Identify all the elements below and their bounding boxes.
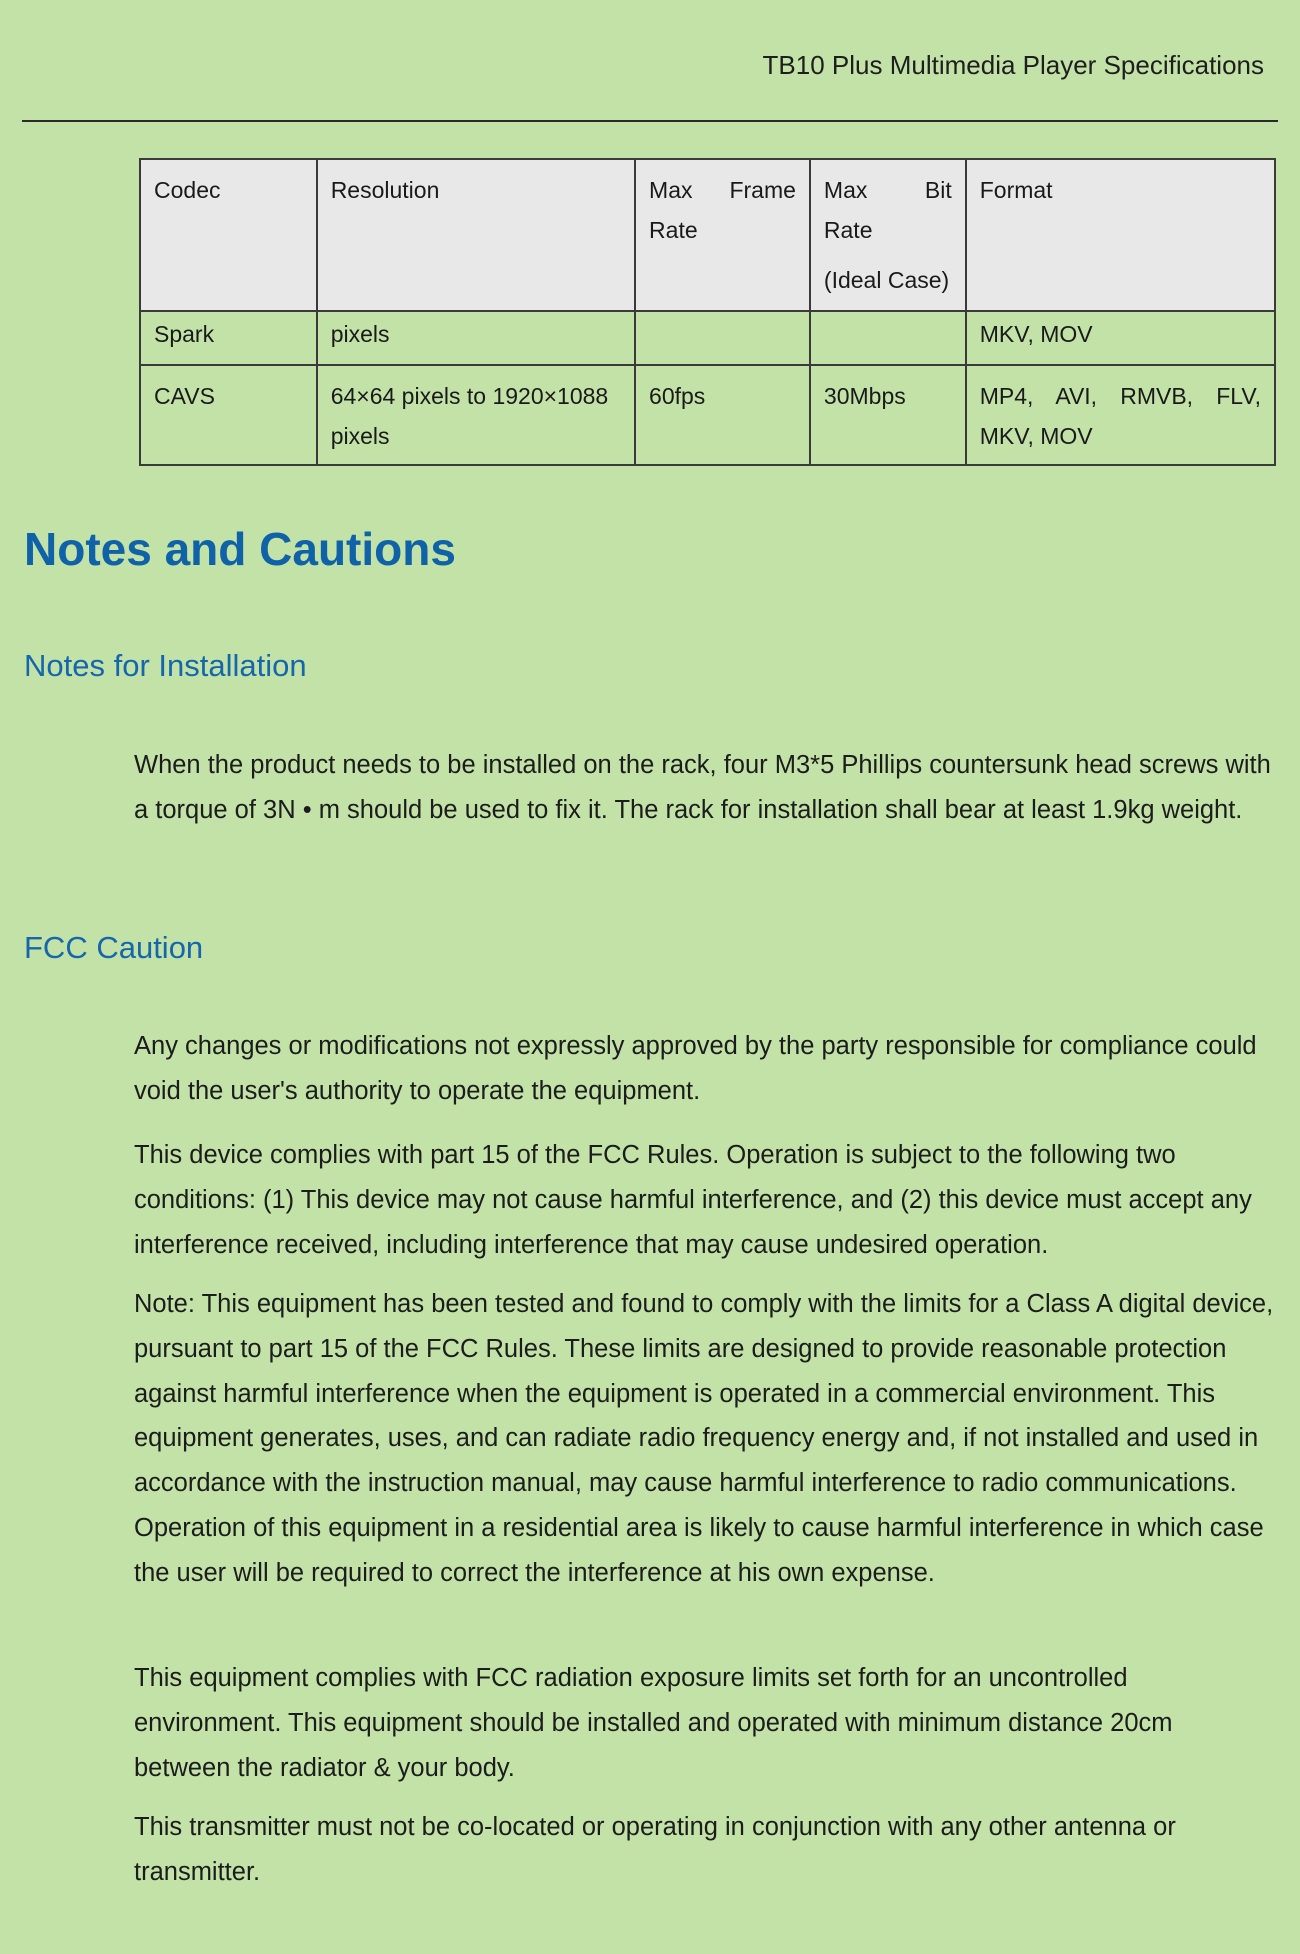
cell-resolution xyxy=(317,365,635,465)
fcc-heading: FCC Caution xyxy=(24,930,204,965)
header-max-frame-rate-word2: Frame xyxy=(729,177,796,203)
fcc-paragraph-1: Any changes or modifications not expressly approved by the party responsible for compliance could void the user's authority to operate the equipment. xyxy=(134,1032,1257,1105)
cell-bit-rate: 30Mbps xyxy=(810,365,966,465)
header-max-bit-rate xyxy=(810,159,966,311)
cell-format-line2: MKV, MOV xyxy=(979,423,1093,449)
fcc-paragraph-4: This equipment complies with FCC radiation exposure limits set forth for an uncontrolled environment. This equipment should be installed and operated with minimum distance 20cm between the radiator & your body. xyxy=(134,1664,1173,1782)
cell-resolution-line1: 64×64 pixels to 1920×1088 xyxy=(330,383,609,409)
header-max-bit-rate-line2: Rate xyxy=(823,217,873,243)
header-format: Format xyxy=(966,159,1275,311)
installation-paragraph: When the product needs to be installed on the rack, four M3*5 Phillips countersunk head screws with a torque of 3N • m should be used to fix it. The rack for installation shall bear at least 1.9kg weight. xyxy=(134,751,1271,824)
cell-frame-rate xyxy=(635,311,810,365)
table-row xyxy=(140,311,1275,365)
header-codec: Codec xyxy=(140,159,317,311)
page-header: TB10 Plus Multimedia Player Specifications xyxy=(762,50,1264,80)
cell-frame-rate: 60fps xyxy=(635,365,810,465)
fcc-paragraph-3: Note: This equipment has been tested and found to comply with the limits for a Class A digital device, pursuant to part 15 of the FCC Rules. These limits are designed to provide reasonable protection against harmful interference when the equipment is operated in a commercial environment. This equipment generates, uses, and can radiate radio frequency energy and, if not installed and used in accordance with the instruction manual, may cause harmful interference to radio communications. Operation of this equipment in a residential area is likely to cause harmful interference in which case the user will be required to correct the interference at his own expense. xyxy=(134,1290,1274,1587)
cell-resolution: pixels xyxy=(317,311,635,365)
cell-resolution-line2: pixels xyxy=(330,423,390,449)
header-max-frame-rate-line2: Rate xyxy=(649,217,698,243)
header-max-bit-rate-word1: Max xyxy=(823,177,868,203)
table-row xyxy=(140,365,1275,465)
cell-codec: Spark xyxy=(140,311,317,365)
cell-codec: CAVS xyxy=(140,365,317,465)
installation-heading: Notes for Installation xyxy=(24,648,307,683)
cell-format xyxy=(966,365,1275,465)
header-max-bit-rate-word2: Bit xyxy=(924,177,952,203)
header-divider xyxy=(22,120,1278,122)
cell-bit-rate xyxy=(810,311,966,365)
header-resolution: Resolution xyxy=(317,159,635,311)
cell-format: MKV, MOV xyxy=(966,311,1275,365)
codec-spec-table xyxy=(139,158,1276,466)
header-max-frame-rate-word1: Max xyxy=(649,177,693,203)
fcc-paragraph-2: This device complies with part 15 of the FCC Rules. Operation is subject to the following two conditions: (1) This device may not cause harmful interference, and (2) this device must accept any interference received, including interference that may cause undesired operation. xyxy=(134,1141,1252,1259)
section-title: Notes and Cautions xyxy=(24,523,456,575)
table-header-row xyxy=(140,159,1275,311)
header-max-frame-rate xyxy=(635,159,810,311)
cell-format-line1: MP4, AVI, RMVB, FLV, xyxy=(979,383,1261,409)
fcc-paragraph-5: This transmitter must not be co-located or operating in conjunction with any other antenna or transmitter. xyxy=(134,1813,1176,1886)
header-max-bit-rate-line3: (Ideal Case) xyxy=(823,267,950,293)
